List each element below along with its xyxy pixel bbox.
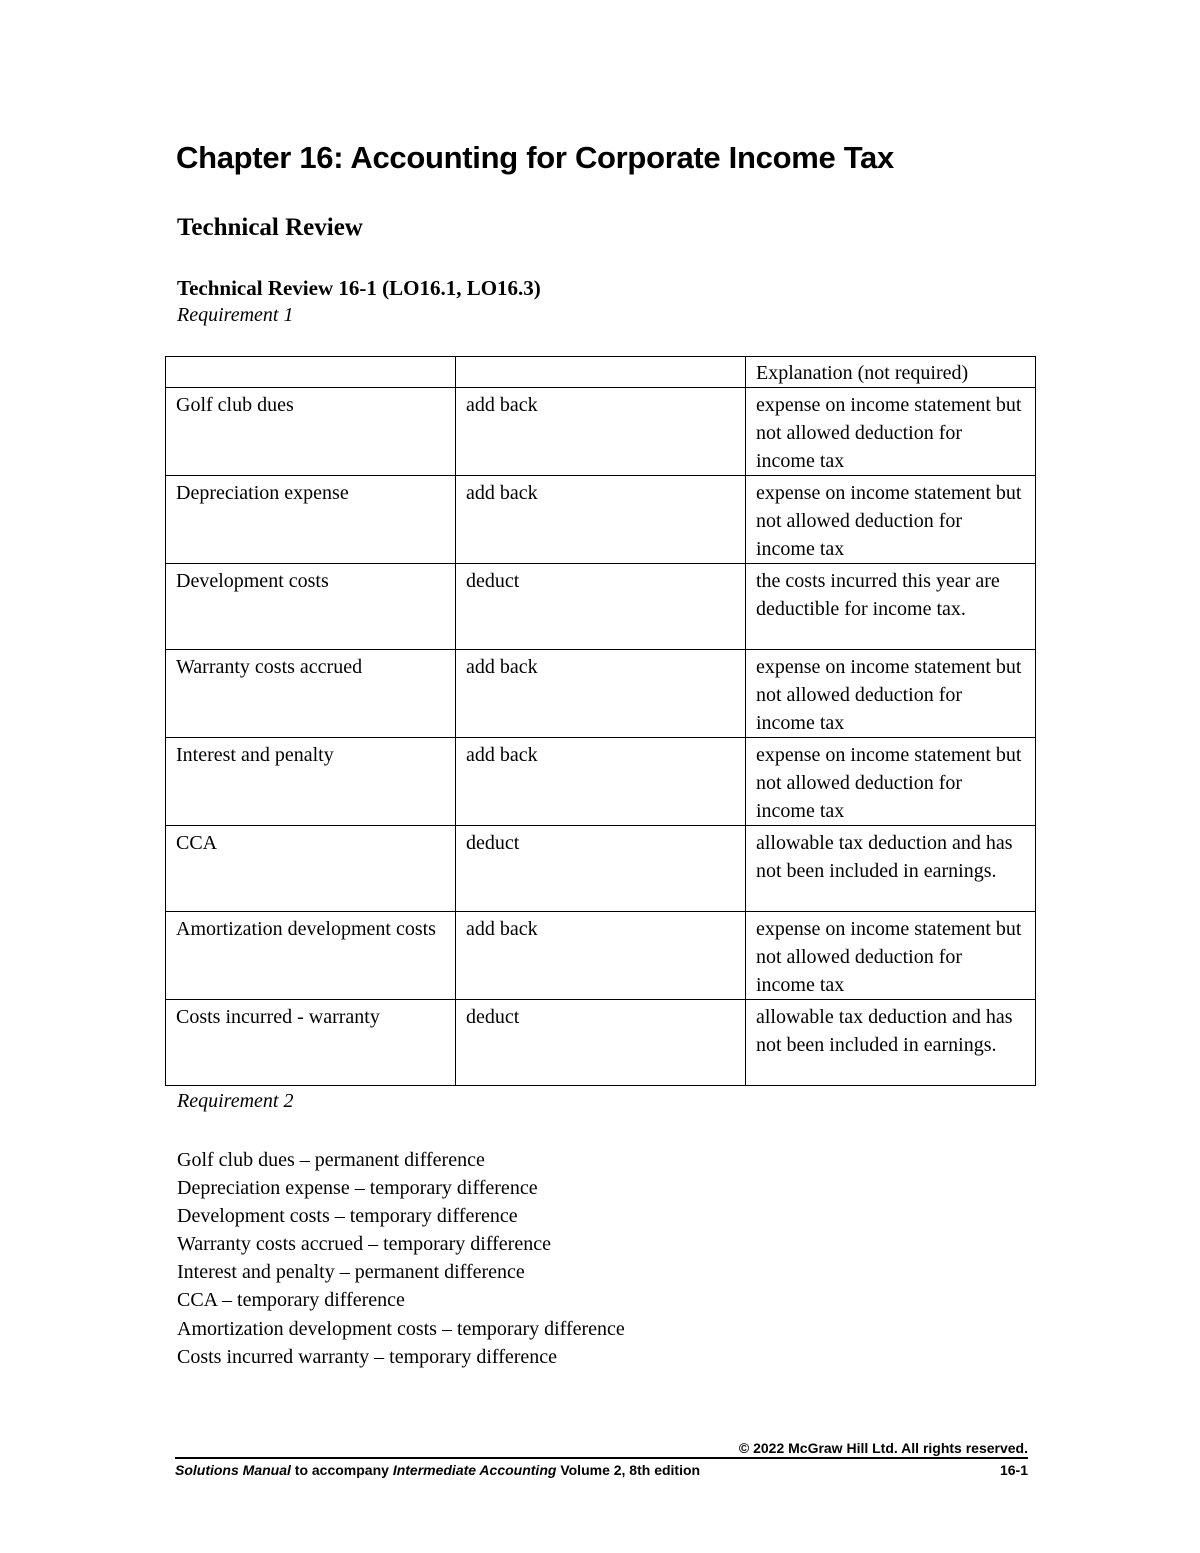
header-cell — [166, 357, 456, 388]
cell-explanation: expense on income statement but not allowed deduction for income tax — [746, 388, 1036, 476]
cell-explanation: expense on income statement but not allowed deduction for income tax — [746, 650, 1036, 738]
header-cell-explanation: Explanation (not required) — [746, 357, 1036, 388]
review-heading — [177, 276, 541, 301]
table-row — [166, 564, 1036, 650]
cell-explanation: expense on income statement but not allowed deduction for income tax — [746, 912, 1036, 1000]
footer-book-title: Intermediate Accounting — [392, 1462, 557, 1478]
table-row — [166, 826, 1036, 912]
table-row — [166, 738, 1036, 826]
cell-item: Depreciation expense — [166, 476, 456, 564]
review-heading-number: Technical Review 16-1 — [177, 276, 377, 300]
table-row — [166, 650, 1036, 738]
table-row — [166, 388, 1036, 476]
footer-rule — [175, 1457, 1028, 1459]
chapter-title: Chapter 16: Accounting for Corporate Income Tax — [176, 140, 894, 175]
section-heading: Technical Review — [177, 214, 363, 241]
page-footer — [175, 1440, 1028, 1478]
cell-treatment: deduct — [456, 564, 746, 650]
cell-explanation: expense on income statement but not allowed deduction for income tax — [746, 738, 1036, 826]
cell-item: Warranty costs accrued — [166, 650, 456, 738]
list-item: Amortization development costs – temporary difference — [177, 1317, 625, 1340]
cell-item: Golf club dues — [166, 388, 456, 476]
page-number: 16-1 — [999, 1462, 1028, 1478]
cell-item: Development costs — [166, 564, 456, 650]
cell-explanation: expense on income statement but not allowed deduction for income tax — [746, 476, 1036, 564]
cell-explanation: allowable tax deduction and has not been included in earnings. — [746, 826, 1036, 912]
cell-treatment: deduct — [456, 1000, 746, 1086]
cell-treatment: add back — [456, 476, 746, 564]
list-item: Warranty costs accrued – temporary difference — [177, 1233, 551, 1256]
cell-explanation: the costs incurred this year are deductible for income tax. — [746, 564, 1036, 650]
list-item: Depreciation expense – temporary difference — [177, 1177, 538, 1200]
footer-book-edition: Volume 2, 8th edition — [556, 1462, 701, 1478]
cell-item: Interest and penalty — [166, 738, 456, 826]
list-item: Costs incurred warranty – temporary difference — [177, 1345, 558, 1368]
difference-list — [177, 1146, 625, 1371]
footer-manual-title: Solutions Manual — [175, 1462, 291, 1478]
cell-item: CCA — [166, 826, 456, 912]
table-row — [166, 1000, 1036, 1086]
table-header-row — [166, 357, 1036, 388]
header-cell — [456, 357, 746, 388]
list-item: CCA – temporary difference — [177, 1289, 405, 1312]
cell-item: Costs incurred - warranty — [166, 1000, 456, 1086]
table-row — [166, 912, 1036, 1000]
review-heading-objectives: (LO16.1, LO16.3) — [376, 276, 541, 300]
requirement-1-label: Requirement 1 — [177, 304, 294, 326]
list-item: Golf club dues – permanent difference — [177, 1149, 485, 1171]
cell-treatment: add back — [456, 912, 746, 1000]
cell-treatment: deduct — [456, 826, 746, 912]
cell-treatment: add back — [456, 388, 746, 476]
table-row — [166, 476, 1036, 564]
adjustments-table — [165, 356, 1036, 1086]
list-item: Development costs – temporary difference — [177, 1205, 518, 1228]
list-item: Interest and penalty – permanent difference — [177, 1261, 525, 1284]
footer-manual-connector: to accompany — [290, 1462, 393, 1478]
copyright-notice: © 2022 McGraw Hill Ltd. All rights reserved. — [738, 1440, 1028, 1456]
cell-treatment: add back — [456, 650, 746, 738]
cell-explanation: allowable tax deduction and has not been included in earnings. — [746, 1000, 1036, 1086]
cell-treatment: add back — [456, 738, 746, 826]
requirement-2-label: Requirement 2 — [177, 1090, 294, 1112]
cell-item: Amortization development costs — [166, 912, 456, 1000]
footer-book-info — [175, 1462, 700, 1478]
